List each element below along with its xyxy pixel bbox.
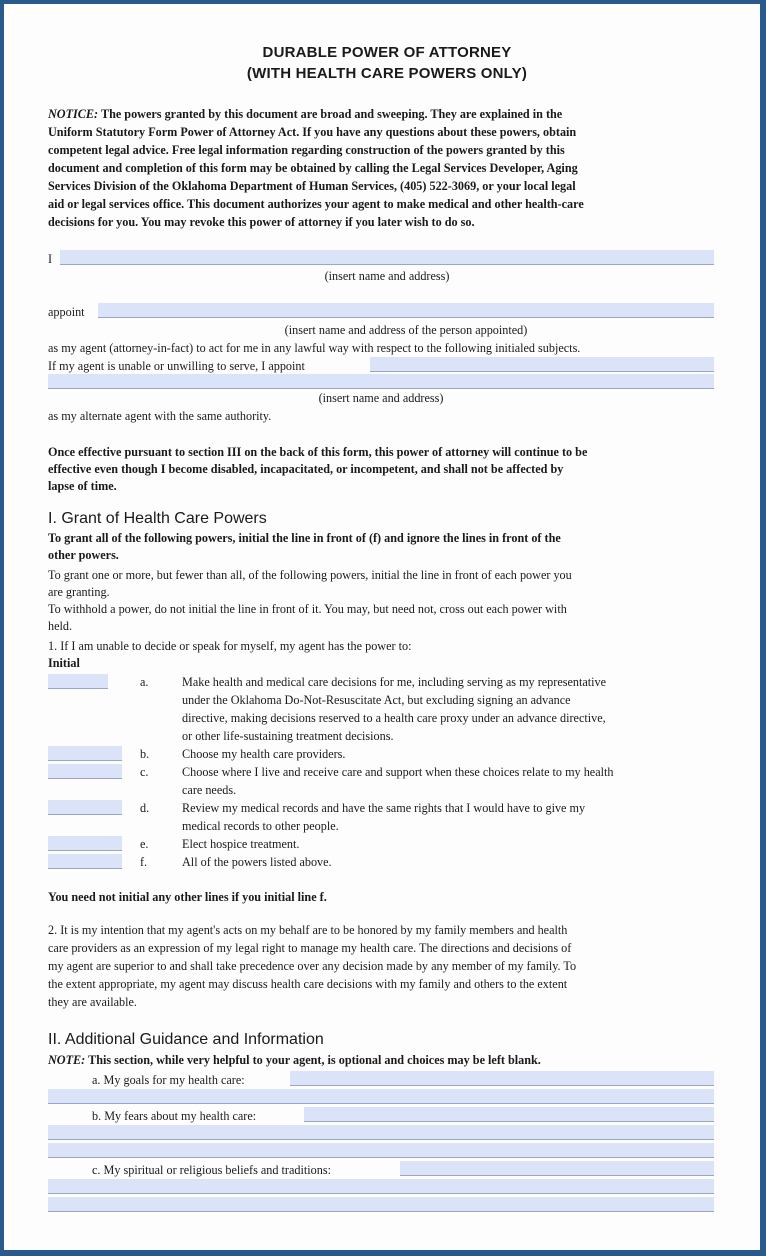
instruction-line: are granting. (48, 585, 110, 599)
appoint-label: appoint (48, 305, 85, 319)
beliefs-label: c. My spiritual or religious beliefs and traditions: (92, 1163, 331, 1177)
power-text: care needs. (182, 783, 237, 797)
instruction-line: held. (48, 619, 73, 633)
notice-line: competent legal advice. Free legal information regarding construction of the powers granted by this (48, 143, 565, 157)
initial-field-f[interactable] (48, 854, 122, 869)
power-text: Elect hospice treatment. (182, 837, 300, 851)
no-other-initials-note: You need not initial any other lines if you initial line f. (48, 890, 327, 904)
alternate-caption: (insert name and address) (318, 391, 444, 405)
notice-line: decisions for you. You may revoke this power of attorney if you later wish to do so. (48, 215, 475, 229)
goals-field-line2[interactable] (48, 1089, 714, 1104)
alternate-appoint-text: If my agent is unable or unwilling to serve, I appoint (48, 359, 305, 373)
form-page (4, 4, 760, 1250)
power-text: or other life-sustaining treatment decisions. (182, 729, 394, 743)
agent-authority-text: as my agent (attorney-in-fact) to act for me in any lawful way with respect to the following initialed subjects. (48, 341, 581, 355)
intention-line: my agent are superior to and shall take precedence over any decision made by any member of my family. To (48, 959, 577, 973)
notice-line: aid or legal services office. This document authorizes your agent to make medical and other health-care (48, 197, 584, 211)
instruction-line: To withhold a power, do not initial the line in front of it. You may, but need not, cross out each power with (48, 602, 567, 616)
notice-label: NOTICE: (48, 107, 99, 121)
power-text: Choose where I live and receive care and support when these choices relate to my health (182, 765, 614, 779)
power-letter: f. (140, 855, 148, 869)
effective-line: Once effective pursuant to section III on the back of this form, this power of attorney will continue to be (48, 445, 588, 459)
notice-line: document and completion of this form may be obtained by calling the Legal Services Developer, Aging (48, 161, 578, 175)
initial-field-b[interactable] (48, 746, 122, 761)
goals-field[interactable] (290, 1071, 714, 1086)
power-letter: a. (140, 675, 149, 689)
power-text: Make health and medical care decisions for me, including serving as my representative (182, 675, 607, 689)
power-letter: b. (140, 747, 150, 761)
power-letter: d. (140, 801, 150, 815)
intention-line: the extent appropriate, my agent may discuss health care decisions with my family and others to the extent (48, 977, 568, 991)
document-frame (4, 4, 760, 1250)
fears-field-line2[interactable] (48, 1125, 714, 1140)
initial-field-c[interactable] (48, 764, 122, 779)
note-label: NOTE: (48, 1053, 86, 1067)
agent-caption: (insert name and address of the person appointed) (284, 323, 528, 337)
document-title-line1: DURABLE POWER OF ATTORNEY (262, 44, 512, 61)
principal-caption: (insert name and address) (324, 269, 450, 283)
agent-name-field[interactable] (98, 303, 714, 318)
alternate-agent-field-2[interactable] (48, 374, 714, 389)
notice-line: Uniform Statutory Form Power of Attorney Act. If you have any questions about these powers, obtain (48, 125, 577, 139)
fears-field-line3[interactable] (48, 1143, 714, 1158)
section2-heading: II. Additional Guidance and Information (48, 1031, 324, 1048)
power-text: Choose my health care providers. (182, 747, 346, 761)
effective-line: effective even though I become disabled, incapacitated, or incompetent, and shall not be affected by (48, 462, 564, 476)
power-intro: 1. If I am unable to decide or speak for myself, my agent has the power to: (48, 639, 412, 653)
alternate-agent-field[interactable] (370, 357, 714, 372)
power-text: under the Oklahoma Do-Not-Resuscitate Act, but excluding signing an advance (182, 693, 571, 707)
power-text: directive, making decisions reserved to a health care proxy under an advance directive, (182, 711, 606, 725)
intention-line: they are available. (48, 995, 137, 1009)
initial-field-d[interactable] (48, 800, 122, 815)
alternate-authority-text: as my alternate agent with the same authority. (48, 409, 272, 423)
effective-line: lapse of time. (48, 479, 117, 493)
beliefs-field[interactable] (400, 1161, 714, 1176)
intention-line: care providers as an expression of my legal right to manage my health care. The directions and decisions of (48, 941, 572, 955)
power-letter: e. (140, 837, 149, 851)
instruction-bold-line: other powers. (48, 548, 119, 562)
power-letter: c. (140, 765, 149, 779)
fears-label: b. My fears about my health care: (92, 1109, 257, 1123)
note-text: This section, while very helpful to your agent, is optional and choices may be left blank. (88, 1053, 541, 1067)
beliefs-field-line3[interactable] (48, 1197, 714, 1212)
notice-line: Services Division of the Oklahoma Department of Human Services, (405) 522-3069, or your local legal (48, 179, 576, 193)
beliefs-field-line2[interactable] (48, 1179, 714, 1194)
power-text: medical records to other people. (182, 819, 339, 833)
initial-field-e[interactable] (48, 836, 122, 851)
initial-field-a[interactable] (48, 674, 108, 689)
instruction-line: To grant one or more, but fewer than all, of the following powers, initial the line in front of each power you (48, 568, 572, 582)
principal-name-field[interactable] (60, 250, 714, 265)
document-title-line2: (WITH HEALTH CARE POWERS ONLY) (246, 65, 528, 82)
section1-heading: I. Grant of Health Care Powers (48, 510, 267, 527)
principal-label: I (48, 252, 53, 266)
power-text: Review my medical records and have the same rights that I would have to give my (182, 801, 586, 815)
goals-label: a. My goals for my health care: (92, 1073, 245, 1087)
notice-line: The powers granted by this document are broad and sweeping. They are explained in the (100, 107, 563, 121)
fears-field[interactable] (304, 1107, 714, 1122)
initial-label: Initial (48, 656, 80, 670)
power-text: All of the powers listed above. (182, 855, 332, 869)
intention-line: 2. It is my intention that my agent's acts on my behalf are to be honored by my family members and health (48, 923, 568, 937)
instruction-bold-line: To grant all of the following powers, initial the line in front of (f) and ignore the lines in front of the (48, 531, 561, 545)
